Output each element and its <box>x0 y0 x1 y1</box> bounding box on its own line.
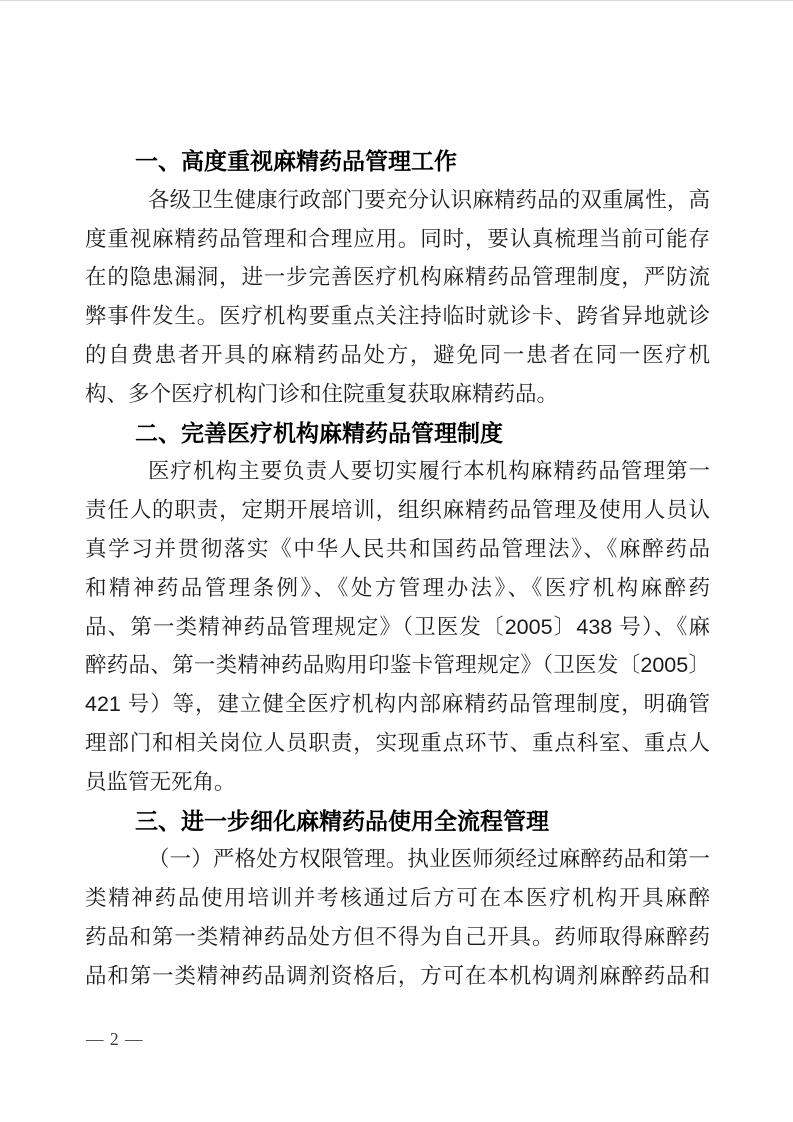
text-line: 421 号）等，建立健全医疗机构内部麻精药品管理制度，明确管 <box>85 692 710 717</box>
page-number: — 2 — <box>86 1029 144 1049</box>
text-line: 医疗机构主要负责人要切实履行本机构麻精药品管理第一 <box>148 459 710 484</box>
text-line: 品、第一类精神药品管理规定》（卫医发〔2005〕438 号）、《麻 <box>85 614 710 639</box>
section-heading: 一、高度重视麻精药品管理工作 <box>135 148 457 174</box>
text-line: 度重视麻精药品管理和合理应用。同时，要认真梳理当前可能存 <box>85 226 710 251</box>
text-line: 责任人的职责，定期开展培训，组织麻精药品管理及使用人员认 <box>85 498 710 523</box>
text-line: 药品和第一类精神药品处方但不得为自己开具。药师取得麻醉药 <box>85 924 710 949</box>
text-line: 在的隐患漏洞，进一步完善医疗机构麻精药品管理制度，严防流 <box>85 265 710 290</box>
text-line: 理部门和相关岗位人员职责，实现重点环节、重点科室、重点人 <box>85 730 710 755</box>
text-line: 构、多个医疗机构门诊和住院重复获取麻精药品。 <box>85 381 559 406</box>
text-line: 的自费患者开具的麻精药品处方，避免同一患者在同一医疗机 <box>85 342 710 367</box>
text-line: 醉药品、第一类精神药品购用印鉴卡管理规定》（卫医发〔2005〕 <box>85 653 710 678</box>
text-line: 各级卫生健康行政部门要充分认识麻精药品的双重属性，高 <box>148 187 710 212</box>
page-top-edge-line <box>0 0 793 1</box>
text-line: 品和第一类精神药品调剂资格后，方可在本机构调剂麻醉药品和 <box>85 963 710 988</box>
text-line: 和精神药品管理条例》、《处方管理办法》、《医疗机构麻醉药 <box>85 575 710 600</box>
text-line: 类精神药品使用培训并考核通过后方可在本医疗机构开具麻醉 <box>85 886 710 911</box>
document-body <box>85 142 710 996</box>
text-line: （一）严格处方权限管理。执业医师须经过麻醉药品和第一 <box>148 847 710 872</box>
section-heading: 二、完善医疗机构麻精药品管理制度 <box>135 419 503 446</box>
text-line: 员监管无死角。 <box>85 769 236 794</box>
text-line: 真学习并贯彻落实《中华人民共和国药品管理法》、《麻醉药品 <box>85 536 710 561</box>
text-line: 弊事件发生。医疗机构要重点关注持临时就诊卡、跨省异地就诊 <box>85 304 710 329</box>
section-heading: 三、进一步细化麻精药品使用全流程管理 <box>135 807 549 834</box>
